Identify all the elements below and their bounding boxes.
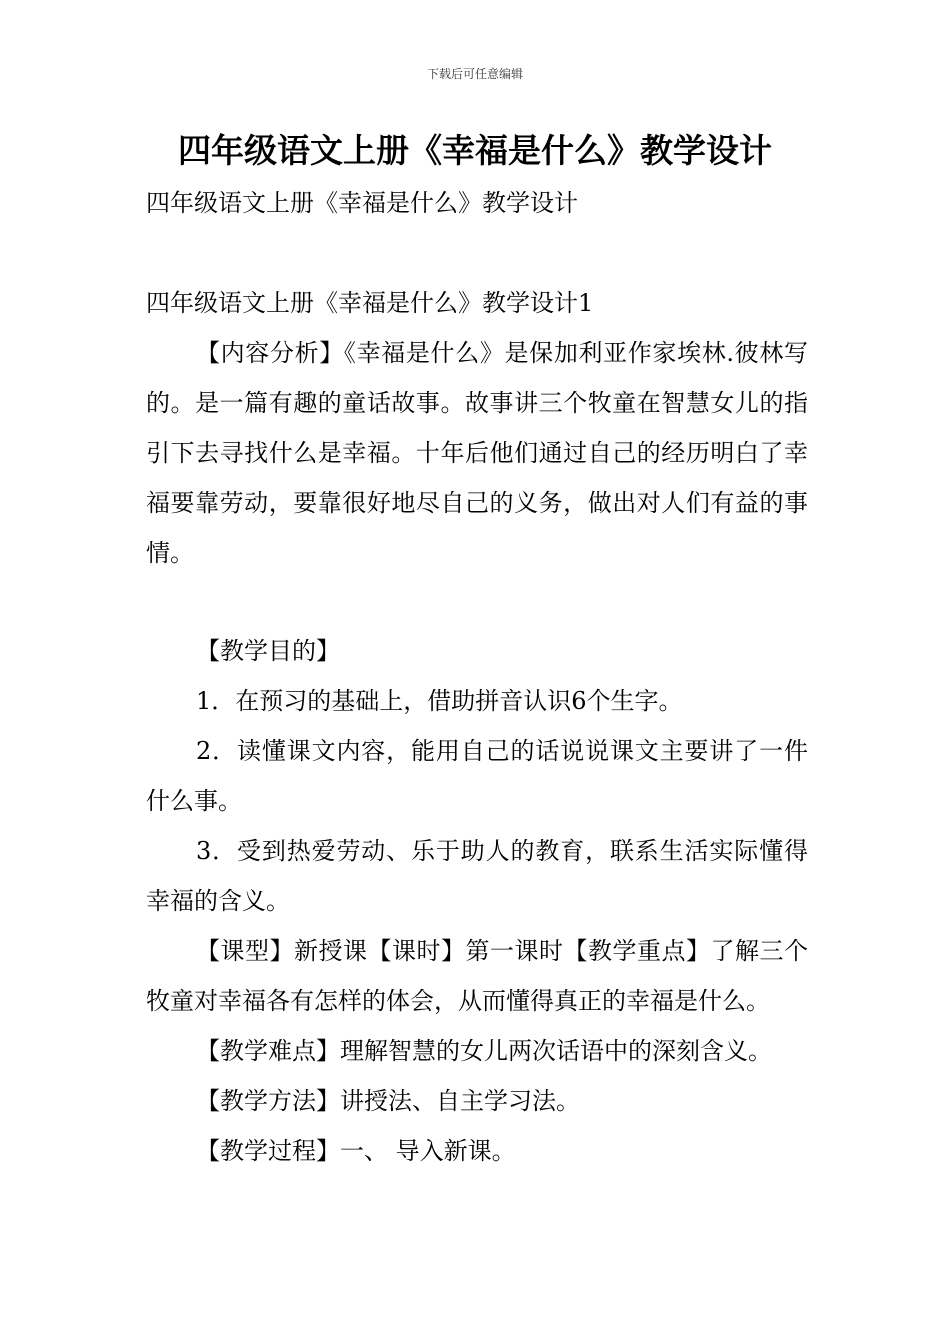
header-note: 下载后可任意编辑 — [426, 67, 523, 81]
document-body — [146, 178, 808, 1176]
paragraph-objective-1: 1．在预习的基础上，借助拼音认识6个生字。 — [196, 687, 683, 715]
document-title: 四年级语文上册《幸福是什么》教学设计 — [178, 131, 772, 170]
paragraph-objective-3: 3．受到热爱劳动、乐于助人的教育，联系生活实际懂得幸福的含义。 — [146, 837, 808, 915]
paragraph-content-analysis: 【内容分析】《幸福是什么》是保加利亚作家埃林.彼林写的。是一篇有趣的童话故事。故事讲三个牧童在智慧女儿的指引下去寻找什么是幸福。十年后他们通过自己的经历明白了幸福要靠劳动，要靠很好地尽自己的义务，做出对人们有益的事情。 — [146, 339, 808, 567]
paragraph-difficulty: 【教学难点】理解智慧的女儿两次话语中的深刻含义。 — [196, 1037, 772, 1065]
paragraph-method: 【教学方法】讲授法、自主学习法。 — [196, 1087, 580, 1115]
section-heading: 四年级语文上册《幸福是什么》教学设计1 — [146, 289, 594, 317]
paragraph-lesson-info: 【课型】新授课【课时】第一课时【教学重点】了解三个牧童对幸福各有怎样的体会，从而懂得真正的幸福是什么。 — [146, 937, 808, 1015]
subtitle-line: 四年级语文上册《幸福是什么》教学设计 — [146, 189, 578, 217]
paragraph-objectives-heading: 【教学目的】 — [196, 637, 340, 665]
paragraph-process: 【教学过程】一、 导入新课。 — [196, 1137, 516, 1165]
paragraph-objective-2: 2．读懂课文内容，能用自己的话说说课文主要讲了一件什么事。 — [146, 737, 808, 815]
